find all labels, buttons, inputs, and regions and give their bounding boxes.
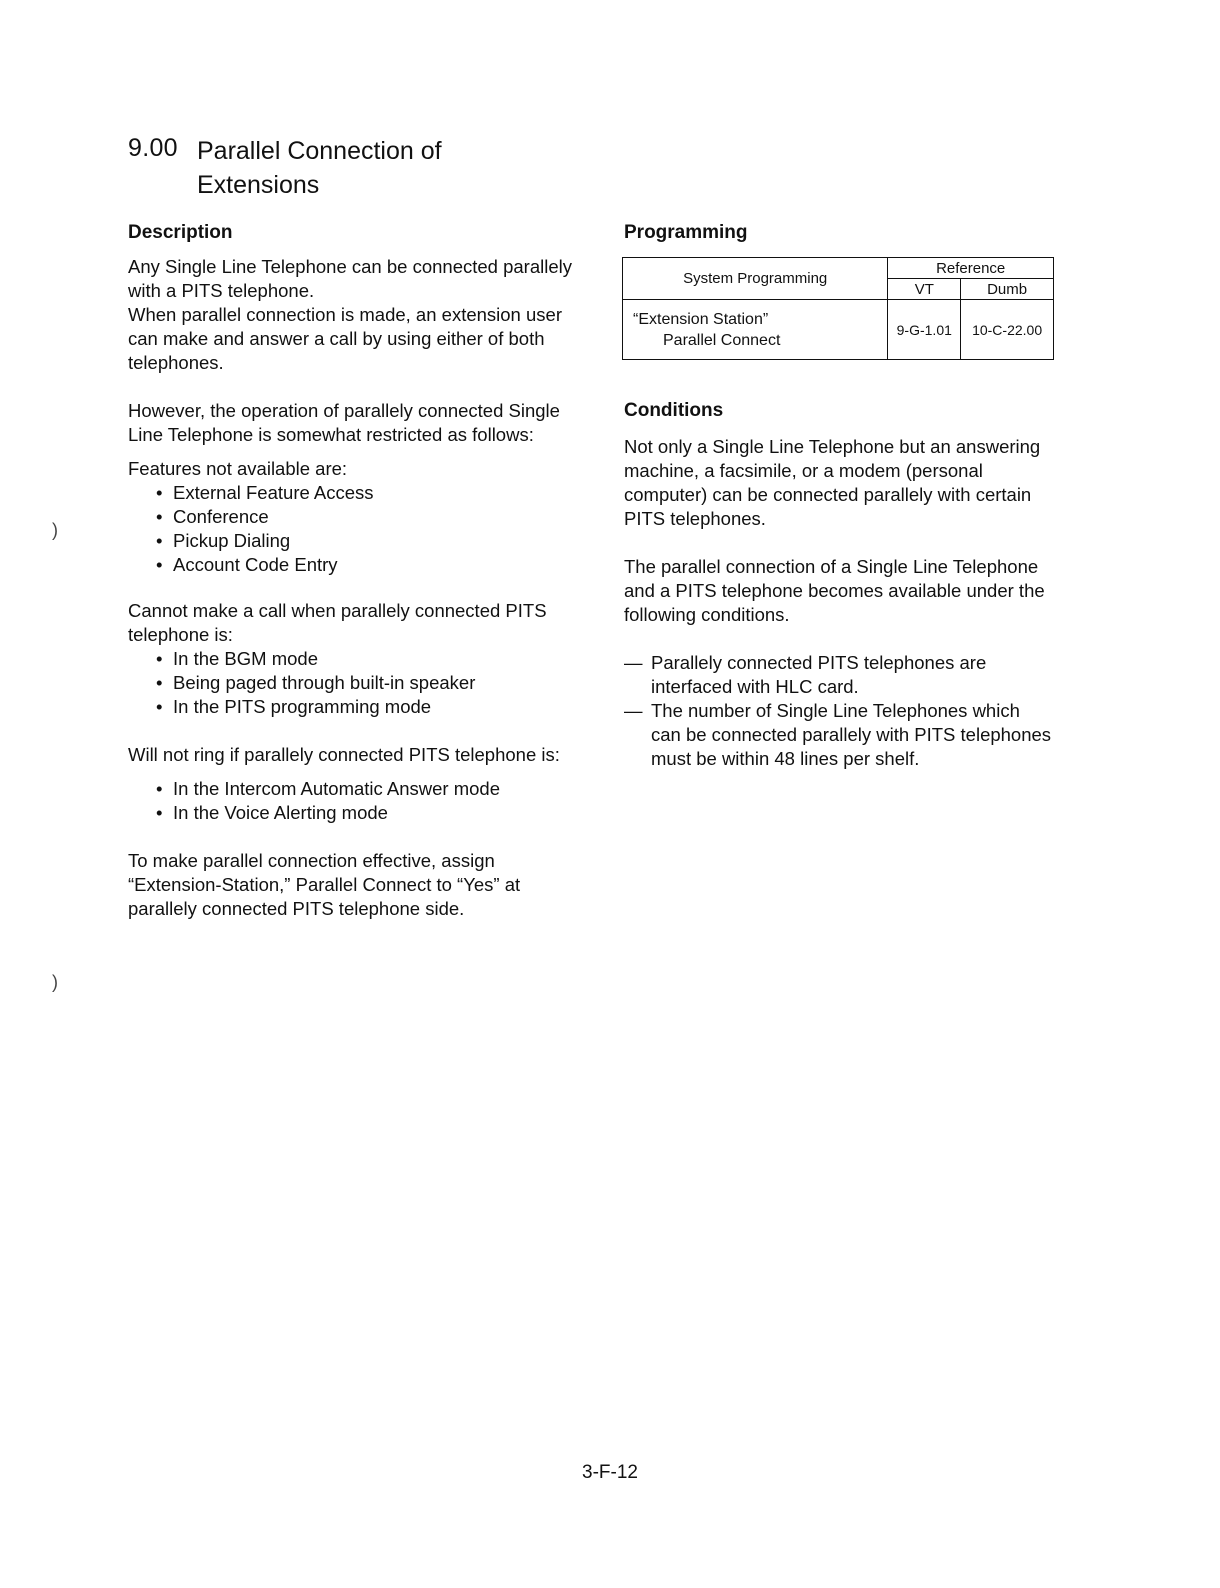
scan-mark: ) — [52, 972, 58, 992]
table-header-dumb: Dumb — [961, 279, 1054, 300]
table-cell-dumb: 10-C-22.00 — [961, 300, 1054, 360]
list-item: • In the Intercom Automatic Answer mode — [156, 778, 500, 799]
conditions-heading: Conditions — [624, 400, 724, 421]
list-item: • In the BGM mode — [156, 648, 318, 669]
description-section — [128, 222, 588, 921]
page-number: 3-F-12 — [582, 1462, 638, 1483]
table-header-vt: VT — [888, 279, 961, 300]
list-item: — Parallely connected PITS telephones are interfaced with HLC card. — [624, 652, 987, 697]
description-heading: Description — [128, 222, 233, 243]
cannot-call-list — [128, 647, 588, 719]
conditions-paragraph: Not only a Single Line Telephone but an answering machine, a facsimile, or a modem (personal computer) can be connected parallely with certain PITS telephones. — [624, 436, 1041, 529]
conditions-paragraph: The parallel connection of a Single Line Telephone and a PITS telephone becomes available under the following conditions. — [624, 556, 1045, 625]
list-item: • Being paged through built-in speaker — [156, 672, 476, 693]
table-row-line: “Extension Station” — [633, 310, 769, 328]
list-item: — The number of Single Line Telephones which can be connected parallely with PITS telephones must be within 48 lines per shelf. — [624, 700, 1052, 769]
conditions-section — [624, 400, 1054, 771]
cannot-call-label: Cannot make a call when parallely connected PITS telephone is: — [128, 600, 547, 645]
list-item: • External Feature Access — [156, 482, 374, 503]
no-ring-label: Will not ring if parallely connected PITS telephone is: — [128, 744, 560, 765]
conditions-list — [624, 651, 1054, 771]
features-list — [128, 481, 588, 577]
programming-heading: Programming — [624, 222, 748, 243]
effective-paragraph: To make parallel connection effective, assign “Extension-Station,” Parallel Connect to “Yes” at parallely connected PITS telephone side. — [128, 850, 521, 919]
list-item: • Pickup Dialing — [156, 530, 291, 551]
no-ring-list — [128, 777, 588, 825]
list-item: • Conference — [156, 506, 269, 527]
table-header-reference: Reference — [888, 258, 1054, 279]
list-item: • In the Voice Alerting mode — [156, 802, 388, 823]
restriction-paragraph: However, the operation of parallely connected Single Line Telephone is somewhat restricted as follows: — [128, 400, 560, 445]
section-title: Parallel Connection of Extensions — [197, 137, 442, 199]
intro-paragraph: When parallel connection is made, an extension user can make and answer a call by using either of both telephones. — [128, 304, 562, 373]
table-header-system: System Programming — [623, 258, 888, 300]
list-item: • Account Code Entry — [156, 554, 338, 575]
programming-table — [622, 257, 1054, 360]
table-row-label — [623, 300, 888, 360]
section-number: 9.00 — [128, 134, 178, 162]
intro-paragraph: Any Single Line Telephone can be connected parallely with a PITS telephone. — [128, 256, 572, 301]
scan-mark: ) — [52, 520, 58, 540]
description-intro — [128, 255, 588, 375]
table-cell-vt: 9-G-1.01 — [888, 300, 961, 360]
list-item: • In the PITS programming mode — [156, 696, 432, 717]
table-row-line: Parallel Connect — [663, 331, 781, 349]
features-label: Features not available are: — [128, 458, 348, 479]
